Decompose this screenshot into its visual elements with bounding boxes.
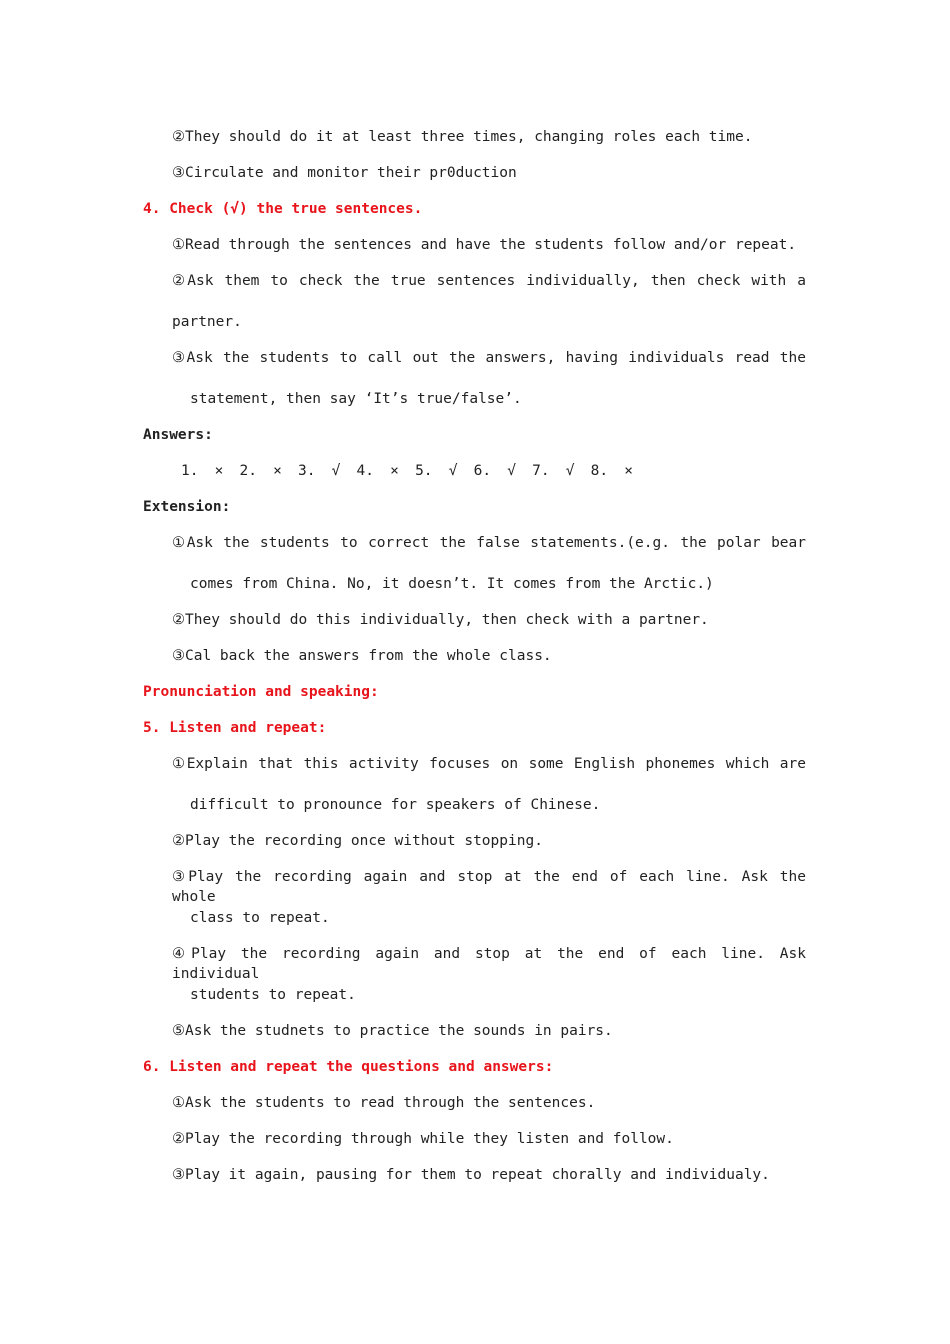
section4-item-3-line-2: statement, then say ‘It’s true/false’.	[190, 391, 522, 407]
section3-item-2: ②They should do it at least three times, changing roles each time.	[172, 129, 753, 145]
section6-item-3: ③Play it again, pausing for them to repeat chorally and individualy.	[172, 1167, 770, 1183]
section5-item-3-line-1: ③Play the recording again and stop at the end of each line. Ask the whole	[172, 869, 806, 905]
extension-item-1-line-1: ①Ask the students to correct the false statements.(e.g. the polar bear	[172, 535, 806, 551]
section5-item-3-line-2: class to repeat.	[190, 910, 330, 926]
section4-heading: 4. Check (√) the true sentences.	[143, 201, 423, 217]
section5-item-4-line-2: students to repeat.	[190, 987, 356, 1003]
extension-item-3: ③Cal back the answers from the whole class.	[172, 648, 552, 664]
section5-item-1-line-2: difficult to pronounce for speakers of Chinese.	[190, 797, 601, 813]
answers-label: Answers:	[143, 427, 213, 443]
section5-item-5: ⑤Ask the studnets to practice the sounds in pairs.	[172, 1023, 613, 1039]
section6-item-2: ②Play the recording through while they listen and follow.	[172, 1131, 674, 1147]
section6-heading: 6. Listen and repeat the questions and answers:	[143, 1059, 554, 1075]
section5-item-4-line-1: ④Play the recording again and stop at the end of each line. Ask individual	[172, 946, 806, 982]
section5-item-2: ②Play the recording once without stopping.	[172, 833, 543, 849]
section4-item-2-line-1: ②Ask them to check the true sentences individually, then check with a	[172, 273, 806, 289]
section3-item-3: ③Circulate and monitor their pr0duction	[172, 165, 517, 181]
section5-heading: 5. Listen and repeat:	[143, 720, 327, 736]
extension-label: Extension:	[143, 499, 231, 515]
section4-item-2-line-2: partner.	[172, 314, 242, 330]
section6-item-1: ①Ask the students to read through the sentences.	[172, 1095, 596, 1111]
section4-item-1: ①Read through the sentences and have the students follow and/or repeat.	[172, 237, 797, 253]
extension-item-2: ②They should do this individually, then check with a partner.	[172, 612, 709, 628]
answers-values: 1. × 2. × 3. √ 4. × 5. √ 6. √ 7. √ 8. ×	[181, 463, 633, 479]
section4-item-3-line-1: ③Ask the students to call out the answers, having individuals read the	[172, 350, 806, 366]
extension-item-1-line-2: comes from China. No, it doesn’t. It comes from the Arctic.)	[190, 576, 714, 592]
section5-item-1-line-1: ①Explain that this activity focuses on some English phonemes which are	[172, 756, 806, 772]
pronunciation-heading: Pronunciation and speaking:	[143, 684, 379, 700]
